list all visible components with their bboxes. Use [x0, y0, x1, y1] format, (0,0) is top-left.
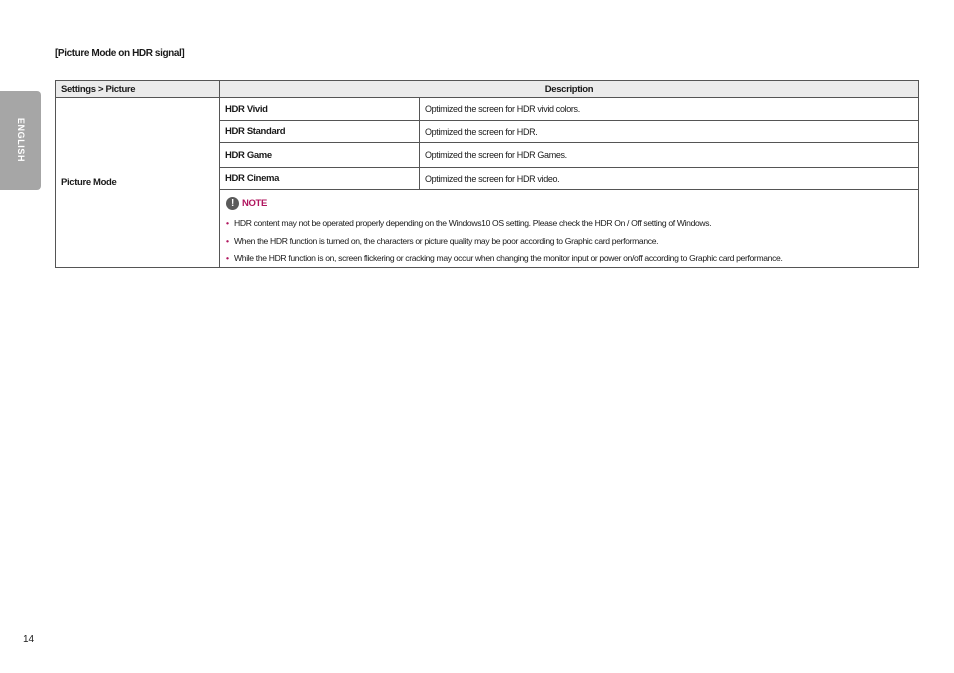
row-label-picture-mode: Picture Mode — [56, 98, 220, 268]
section-heading: [Picture Mode on HDR signal] — [55, 48, 185, 59]
note-text: When the HDR function is turned on, the characters or picture quality may be poor according to Graphic card performance. — [234, 235, 659, 246]
list-item — [226, 236, 913, 247]
language-tab — [0, 91, 41, 190]
header-settings: Settings > Picture — [56, 81, 220, 98]
table-row — [56, 98, 919, 121]
header-description: Description — [220, 81, 919, 98]
note-list — [226, 218, 913, 264]
list-item — [226, 253, 913, 264]
page-number: 14 — [23, 634, 35, 645]
mode-name: HDR Standard — [220, 121, 420, 143]
mode-description: Optimized the screen for HDR vivid colors. — [420, 98, 919, 121]
note-text: HDR content may not be operated properly depending on the Windows10 OS setting. Please check the HDR On / Off setting of Windows. — [234, 218, 712, 228]
mode-name: HDR Vivid — [220, 98, 420, 121]
mode-description: Optimized the screen for HDR Games. — [420, 143, 919, 168]
mode-name: HDR Game — [220, 143, 420, 168]
list-item — [226, 218, 913, 229]
note-text: While the HDR function is on, screen flickering or cracking may occur when changing the monitor input or power on/off according to Graphic card performance. — [234, 253, 783, 263]
bullet-icon: • — [226, 235, 229, 246]
language-tab-label: ENGLISH — [16, 117, 26, 163]
picture-mode-table — [55, 80, 919, 268]
mode-name: HDR Cinema — [220, 168, 420, 190]
bullet-icon: • — [226, 218, 229, 228]
mode-description: Optimized the screen for HDR. — [420, 121, 919, 143]
mode-description: Optimized the screen for HDR video. — [420, 168, 919, 190]
bullet-icon: • — [226, 253, 229, 263]
exclamation-icon: ! — [226, 197, 239, 210]
note-cell — [220, 190, 919, 268]
table-header-row — [56, 81, 919, 98]
note-header — [226, 196, 913, 210]
note-title: NOTE — [242, 197, 267, 209]
